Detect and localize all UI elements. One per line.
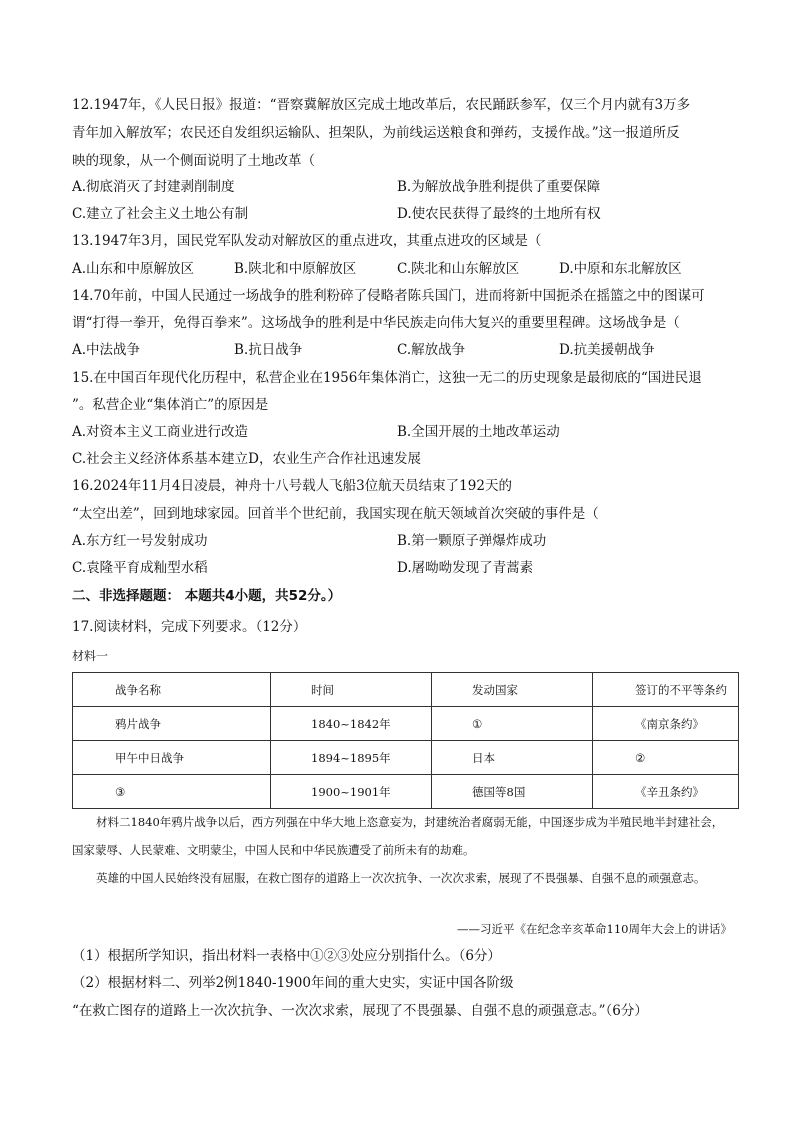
q12-option-d[interactable]: D.使农民获得了最终的土地所有权 (397, 206, 601, 222)
q14-option-b[interactable]: B.抗日战争 (234, 342, 303, 358)
table-header-cell: 战争名称 (73, 673, 271, 707)
q13-option-c[interactable]: C.陕北和山东解放区 (397, 261, 520, 277)
q13-option-b[interactable]: B.陕北和中原解放区 (234, 261, 357, 277)
q15-stem-line1: 15.在中国百年现代化历程中，私营企业在1956年集体消亡，这独一无二的历史现象是最彻底的“国进民退 (72, 370, 702, 386)
table-cell: 德国等8国 (432, 775, 593, 809)
q17-sub2: （2）根据材料二、列举2例1840-1900年间的重大史实，实证中国各阶级 (72, 975, 514, 991)
table-cell: 《辛丑条约》 (593, 775, 739, 809)
war-treaty-table (72, 672, 739, 809)
table-header-cell: 签订的不平等条约 (593, 673, 739, 707)
table-cell: 1900~1901年 (271, 775, 432, 809)
table-row (73, 775, 739, 809)
q14-stem-line2: 谓“打得一拳开，免得百拳来”。这场战争的胜利是中华民族走向伟大复兴的重要里程碑。这场战争是（ (72, 315, 680, 331)
q16-option-a[interactable]: A.东方红一号发射成功 (72, 533, 208, 549)
table-cell: 日本 (432, 741, 593, 775)
q15-option-b[interactable]: B.全国开展的土地改革运动 (397, 424, 560, 440)
q16-option-c[interactable]: C.袁隆平育成籼型水稻 (72, 560, 208, 576)
q14-stem-line1: 14.70年前，中国人民通过一场战争的胜利粉碎了侵略者陈兵国门，进而将新中国扼杀在摇篮之中的图谋可 (72, 288, 705, 304)
q14-option-c[interactable]: C.解放战争 (397, 342, 466, 358)
table-cell: ① (432, 707, 593, 741)
q16-option-b[interactable]: B.第一颗原子弹爆炸成功 (397, 533, 547, 549)
q12-stem-line3: 映的现象，从一个侧面说明了土地改革（ (72, 153, 315, 169)
q15-option-c[interactable]: C.社会主义经济体系基本建立D，农业生产合作社迅速发展 (72, 451, 421, 467)
q13-option-d[interactable]: D.中原和东北解放区 (559, 261, 682, 277)
table-header-cell: 时间 (271, 673, 432, 707)
q17-stem: 17.阅读材料，完成下列要求。（12分） (72, 619, 307, 635)
q12-option-b[interactable]: B.为解放战争胜利提供了重要保障 (397, 179, 601, 195)
q12-stem-line2: 青年加入解放军；农民还自发组织运输队、担架队，为前线运送粮食和弹药，支援作战。”这一报道所反 (72, 125, 680, 141)
q15-option-a[interactable]: A.对资本主义工商业进行改造 (72, 424, 249, 440)
q14-option-a[interactable]: A.中法战争 (72, 342, 141, 358)
table-row (73, 707, 739, 741)
table-cell: 鸦片战争 (73, 707, 271, 741)
q14-option-d[interactable]: D.抗美援朝战争 (559, 342, 655, 358)
material1-label: 材料一 (72, 649, 109, 663)
q13-option-a[interactable]: A.山东和中原解放区 (72, 261, 195, 277)
material2-paragraph2: 英雄的中国人民始终没有屈服，在救亡图存的道路上一次次抗争、一次次求索，展现了不畏强暴、自强不息的顽强意志。 (96, 871, 706, 885)
table-cell: 甲午中日战争 (73, 741, 271, 775)
table-cell: ② (593, 741, 739, 775)
material2-paragraph1: 材料二1840年鸦片战争以后，西方列强在中华大地上恣意妄为，封建统治者腐弱无能，中国逐步成为半殖民地半封建社会，国家蒙辱、人民蒙难、文明蒙尘，中国人民和中华民族遭受了前所未有的劫难。 (72, 815, 724, 857)
q15-stem-line2: ”。私营企业“集体消亡”的原因是 (72, 397, 269, 413)
q12-option-a[interactable]: A.彻底消灭了封建剥削制度 (72, 179, 235, 195)
table-cell: 1840~1842年 (271, 707, 432, 741)
q17-sub2-quote: “在救亡图存的道路上一次次抗争、一次次求索，展现了不畏强暴、自强不息的顽强意志。”（6分） (72, 1003, 648, 1019)
table-cell: ③ (73, 775, 271, 809)
table-header-row (73, 673, 739, 707)
q12-stem-line1: 12.1947年，《人民日报》报道：“晋察冀解放区完成土地改革后，农民踊跃参军，仅三个月内就有3万多 (72, 97, 691, 113)
table-header-cell: 发动国家 (432, 673, 593, 707)
q13-stem: 13.1947年3月，国民党军队发动对解放区的重点进攻，其重点进攻的区域是（ (72, 233, 542, 249)
q17-sub1: （1）根据所学知识，指出材料一表格中①②③处应分别指什么。（6分） (72, 948, 501, 964)
q16-option-d[interactable]: D.屠呦呦发现了青蒿素 (397, 560, 534, 576)
table-cell: 1894~1895年 (271, 741, 432, 775)
quote-source: ——习近平《在纪念辛亥革命110周年大会上的讲话》 (457, 922, 732, 936)
table-cell: 《南京条约》 (593, 707, 739, 741)
q16-stem-line1: 16.2024年11月4日凌晨，神舟十八号载人飞船3位航天员结束了192天的 (72, 478, 512, 494)
section-heading: 二、非选择题题： 本题共4小题，共52分。） (72, 588, 342, 604)
q12-option-c[interactable]: C.建立了社会主义土地公有制 (72, 206, 249, 222)
table-row (73, 741, 739, 775)
q16-stem-line2: “太空出差”，回到地球家园。回首半个世纪前，我国实现在航天领域首次突破的事件是（ (72, 506, 599, 522)
